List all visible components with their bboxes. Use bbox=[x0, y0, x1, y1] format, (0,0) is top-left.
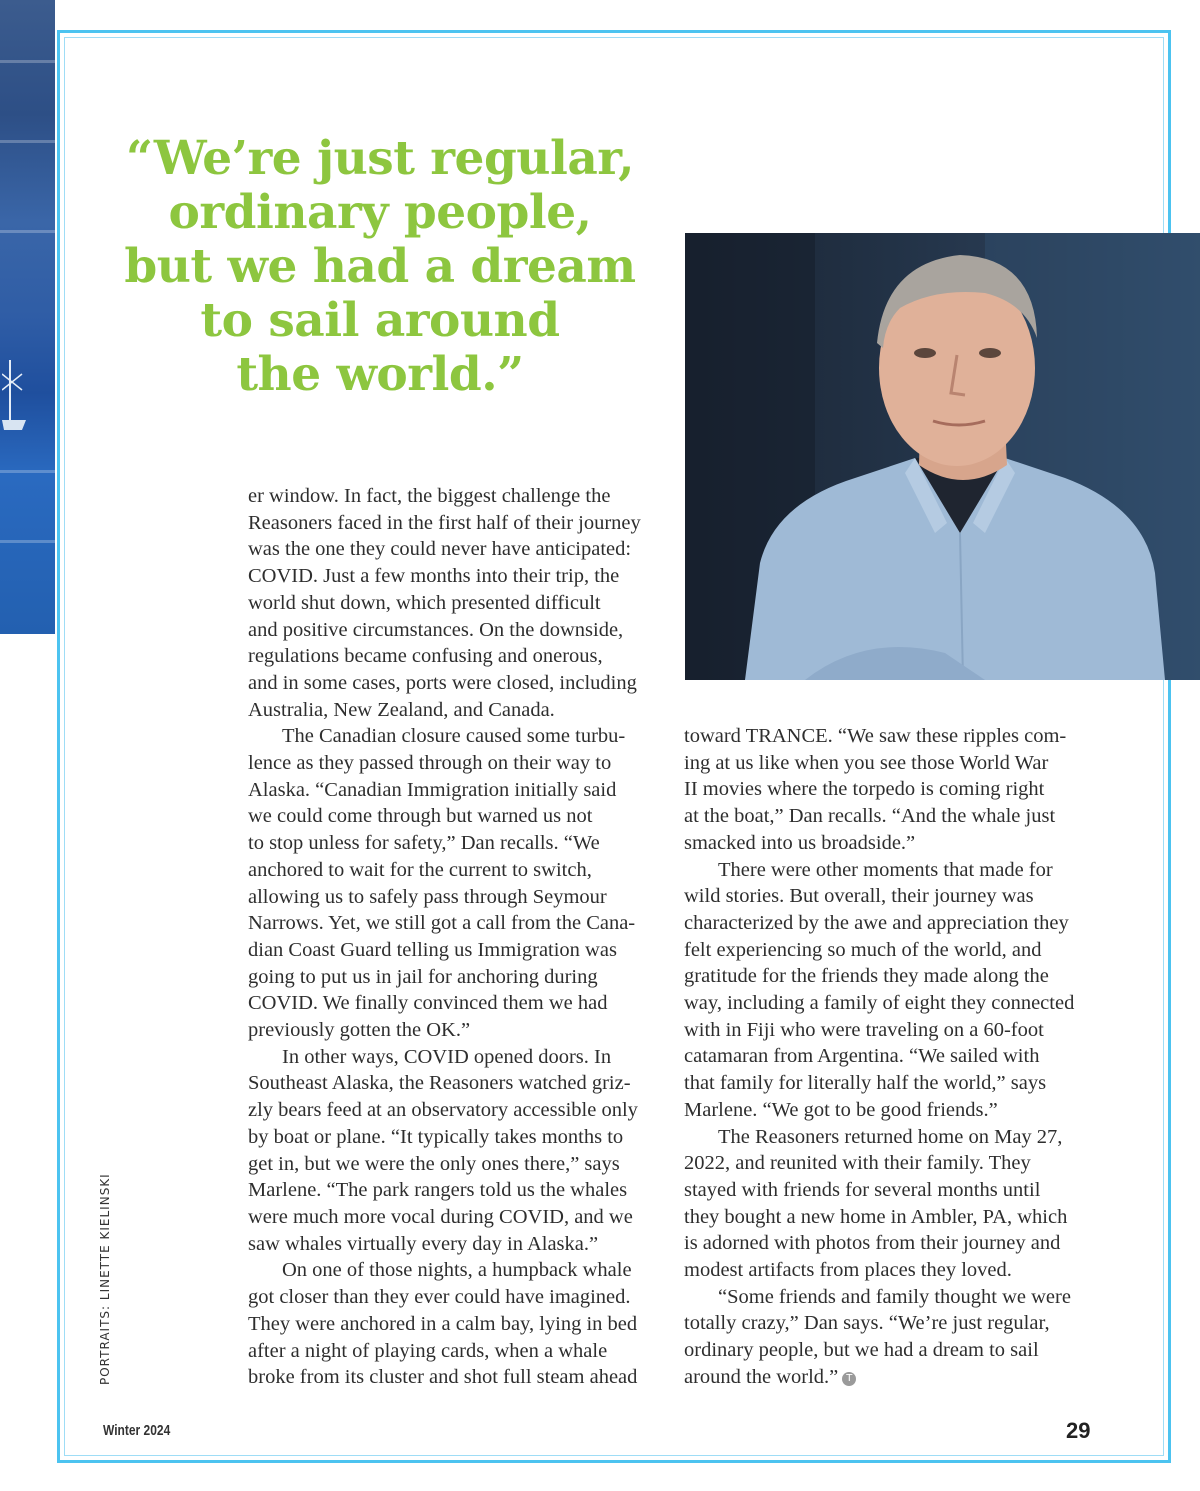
text-line: world shut down, which presented difficult bbox=[248, 591, 601, 614]
text-line: Southeast Alaska, the Reasoners watched griz- bbox=[248, 1072, 631, 1095]
text-line: They were anchored in a calm bay, lying in bed bbox=[248, 1312, 638, 1335]
body-column-right bbox=[684, 723, 1104, 1391]
page-number: 29 bbox=[1066, 1418, 1091, 1443]
text-line: Narrows. Yet, we still got a call from the Cana- bbox=[248, 912, 636, 935]
text-line: and positive circumstances. On the downside, bbox=[248, 618, 624, 641]
text-line: smacked into us broadside.” bbox=[684, 831, 916, 854]
text-line: On one of those nights, a humpback whale bbox=[282, 1259, 632, 1282]
text-line: dian Coast Guard telling us Immigration was bbox=[248, 938, 617, 961]
ocean-photo-strip bbox=[0, 0, 55, 634]
text-line: II movies where the torpedo is coming right bbox=[684, 778, 1045, 801]
portrait-photo bbox=[685, 233, 1200, 680]
text-line: allowing us to safely pass through Seymour bbox=[248, 885, 607, 908]
pull-quote-line: ordinary people, bbox=[168, 185, 592, 240]
text-line: characterized by the awe and appreciation they bbox=[684, 911, 1069, 934]
text-line: with in Fiji who were traveling on a 60-foot bbox=[684, 1018, 1044, 1041]
text-line-final: around the world.” bbox=[684, 1365, 839, 1388]
text-line: previously gotten the OK.” bbox=[248, 1019, 471, 1042]
text-line bbox=[684, 1364, 1104, 1391]
text-line: is adorned with photos from their journey and bbox=[684, 1232, 1061, 1255]
pull-quote-line: to sail around bbox=[200, 293, 560, 348]
text-line: and in some cases, ports were closed, including bbox=[248, 671, 637, 694]
text-line: anchored to wait for the current to switch, bbox=[248, 858, 592, 881]
text-line: at the boat,” Dan recalls. “And the whale just bbox=[684, 805, 1056, 828]
text-line: modest artifacts from places they loved. bbox=[684, 1259, 1012, 1282]
text-line: gratitude for the friends they made along the bbox=[684, 965, 1049, 988]
text-line: saw whales virtually every day in Alaska.” bbox=[248, 1232, 599, 1255]
pull-quote-line: the world.” bbox=[236, 347, 524, 402]
text-line: that family for literally half the world,” says bbox=[684, 1072, 1047, 1095]
text-line: got closer than they ever could have imagined. bbox=[248, 1286, 631, 1309]
pull-quote-line: “We’re just regular, bbox=[125, 131, 634, 186]
text-line: COVID. Just a few months into their trip, the bbox=[248, 565, 620, 588]
text-line: ordinary people, but we had a dream to sail bbox=[684, 1339, 1039, 1362]
text-line: felt experiencing so much of the world, and bbox=[684, 938, 1042, 961]
text-line: The Reasoners returned home on May 27, bbox=[718, 1125, 1063, 1148]
text-line: Australia, New Zealand, and Canada. bbox=[248, 698, 555, 721]
text-line: to stop unless for safety,” Dan recalls. “We bbox=[248, 832, 600, 855]
text-line: er window. In fact, the biggest challenge the bbox=[248, 485, 611, 507]
pull-quote-line: but we had a dream bbox=[124, 239, 636, 294]
text-line: stayed with friends for several months until bbox=[684, 1178, 1041, 1201]
text-line: zly bears feed at an observatory accessible only bbox=[248, 1099, 638, 1122]
text-line: after a night of playing cards, when a whale bbox=[248, 1339, 608, 1362]
text-line: COVID. We finally convinced them we had bbox=[248, 992, 608, 1015]
text-line: lence as they passed through on their way to bbox=[248, 752, 612, 775]
body-column-left bbox=[248, 483, 668, 1391]
text-line: Alaska. “Canadian Immigration initially said bbox=[248, 778, 617, 801]
text-line: way, including a family of eight they connected bbox=[684, 992, 1075, 1015]
text-line: Marlene. “We got to be good friends.” bbox=[684, 1098, 998, 1121]
text-line: were much more vocal during COVID, and we bbox=[248, 1205, 633, 1228]
text-line: ing at us like when you see those World War bbox=[684, 751, 1049, 774]
text-line: going to put us in jail for anchoring during bbox=[248, 965, 598, 988]
text-line: The Canadian closure caused some turbu- bbox=[282, 725, 626, 748]
issue-label: Winter 2024 bbox=[103, 1422, 171, 1439]
photo-credit: PORTRAITS: LINETTE KIELINSKI bbox=[98, 1173, 112, 1385]
text-line: by boat or plane. “It typically takes months to bbox=[248, 1125, 624, 1148]
text-line: wild stories. But overall, their journey was bbox=[684, 885, 1034, 908]
pull-quote bbox=[110, 132, 650, 402]
text-line: In other ways, COVID opened doors. In bbox=[282, 1045, 612, 1068]
end-mark-icon: T bbox=[842, 1372, 856, 1386]
text-line: Reasoners faced in the first half of their journey bbox=[248, 511, 641, 534]
text-line: “Some friends and family thought we were bbox=[718, 1285, 1071, 1308]
text-line: toward TRANCE. “We saw these ripples com- bbox=[684, 725, 1067, 747]
text-line: they bought a new home in Ambler, PA, which bbox=[684, 1205, 1068, 1228]
boat-icon bbox=[2, 360, 26, 432]
text-line: Marlene. “The park rangers told us the whales bbox=[248, 1179, 628, 1202]
text-line: There were other moments that made for bbox=[718, 858, 1053, 881]
text-line: broke from its cluster and shot full steam ahead bbox=[248, 1366, 638, 1389]
text-line: totally crazy,” Dan says. “We’re just regular, bbox=[684, 1312, 1050, 1335]
text-line: we could come through but warned us not bbox=[248, 805, 593, 828]
text-line: regulations became confusing and onerous, bbox=[248, 645, 603, 668]
text-line: catamaran from Argentina. “We sailed with bbox=[684, 1045, 1040, 1068]
text-line: get in, but we were the only ones there,” says bbox=[248, 1152, 620, 1175]
text-line: 2022, and reunited with their family. They bbox=[684, 1152, 1031, 1175]
text-line: was the one they could never have anticipated: bbox=[248, 538, 632, 561]
